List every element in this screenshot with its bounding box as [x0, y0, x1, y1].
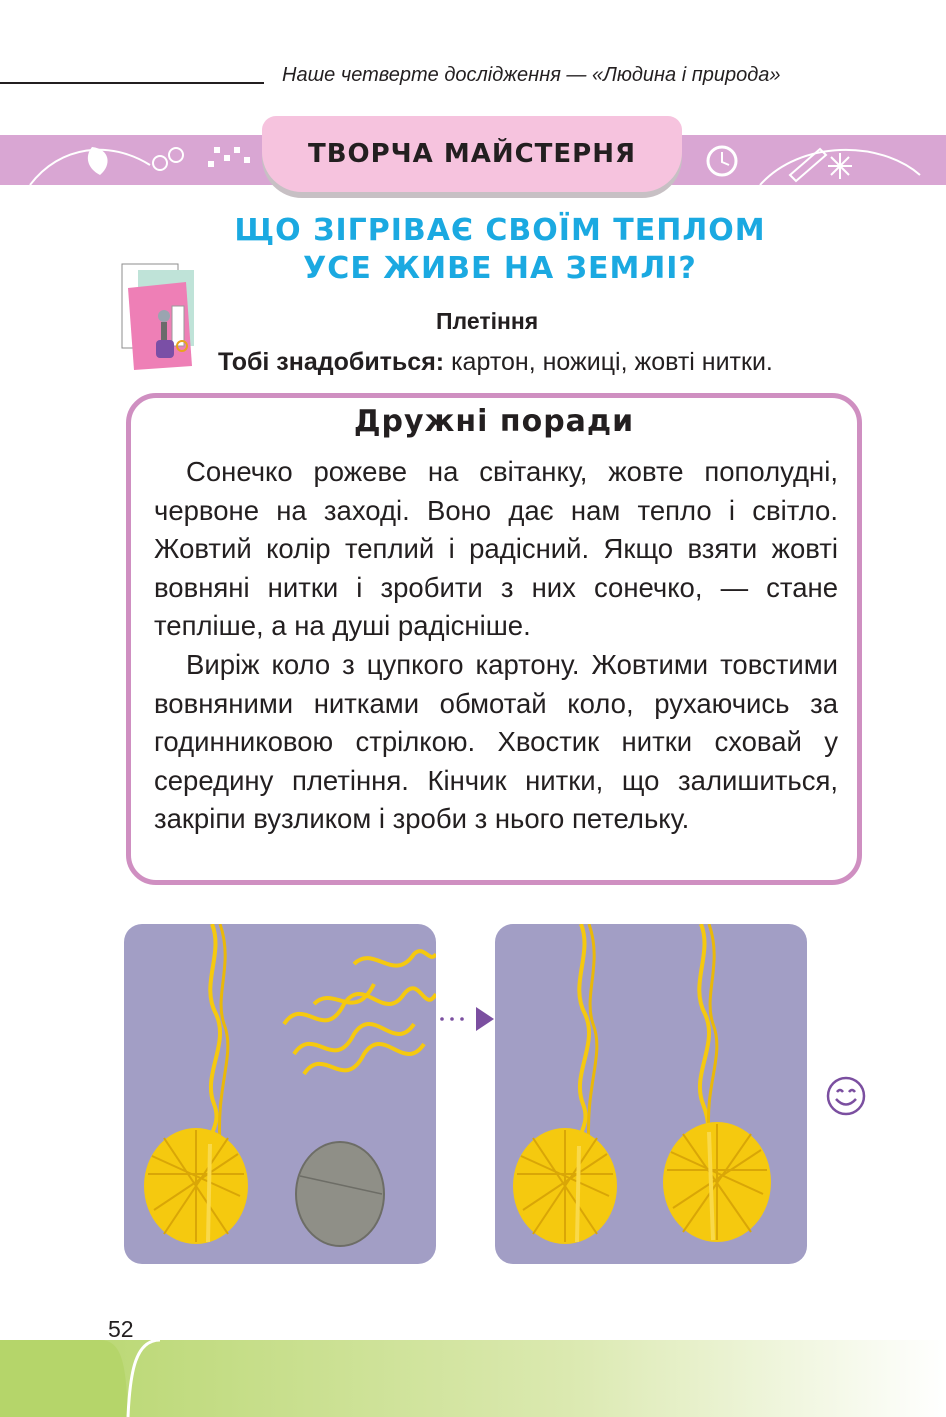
smiley-icon	[824, 1074, 868, 1118]
tips-paragraph-1: Сонечко рожеве на світанку, жовте пополудні, червоне на заході. Воно дає нам тепло і світло. Жовтий колір теплий і радісний. Якщо взяти жовті вовняні нитки і зробити з них сонечко, — стане тепліше, а на душі радісніше.	[154, 456, 838, 642]
lesson-title-line2: УСЕ ЖИВЕ НА ЗЕМЛІ?	[303, 251, 697, 286]
section-tab-label: ТВОРЧА МАЙСТЕРНЯ	[307, 139, 637, 169]
footer-band	[0, 1340, 946, 1417]
materials-line	[218, 348, 773, 377]
snowflake-icon	[828, 153, 852, 179]
page-number: 52	[108, 1316, 134, 1342]
tips-text	[154, 453, 838, 839]
yarn-ball	[663, 1122, 771, 1242]
lesson-title	[200, 212, 800, 288]
materials-label: Тобі знадобиться:	[218, 348, 445, 376]
tips-title: Дружні поради	[353, 404, 635, 439]
tips-paragraph-2: Виріж коло з цупкого картону. Жовтими товстими вовняними нитками обмотай коло, рухаючись за годинниковою стрілкою. Хвостик нитки сховай у середину плетіння. Кінчик нитки, що залишиться, закріпи вузликом і зроби з нього петельку.	[154, 648, 838, 835]
running-title: Наше четверте дослідження — «Людина і природа»	[282, 64, 781, 86]
yarn-ball	[144, 1128, 248, 1244]
yarn-ball	[513, 1128, 617, 1244]
section-tab	[262, 116, 682, 192]
materials-items: картон, ножиці, жовті нитки.	[444, 348, 773, 376]
lesson-title-line1: ЩО ЗІГРІВАЄ СВОЇМ ТЕПЛОМ	[234, 213, 766, 248]
photo-step-1	[124, 924, 436, 1264]
header-rule	[0, 82, 264, 84]
dotted-arrow-icon	[436, 1006, 496, 1032]
craft-supplies-icon	[120, 262, 200, 372]
lesson-subtitle: Плетіння	[436, 308, 539, 334]
photo-step-2	[495, 924, 807, 1264]
